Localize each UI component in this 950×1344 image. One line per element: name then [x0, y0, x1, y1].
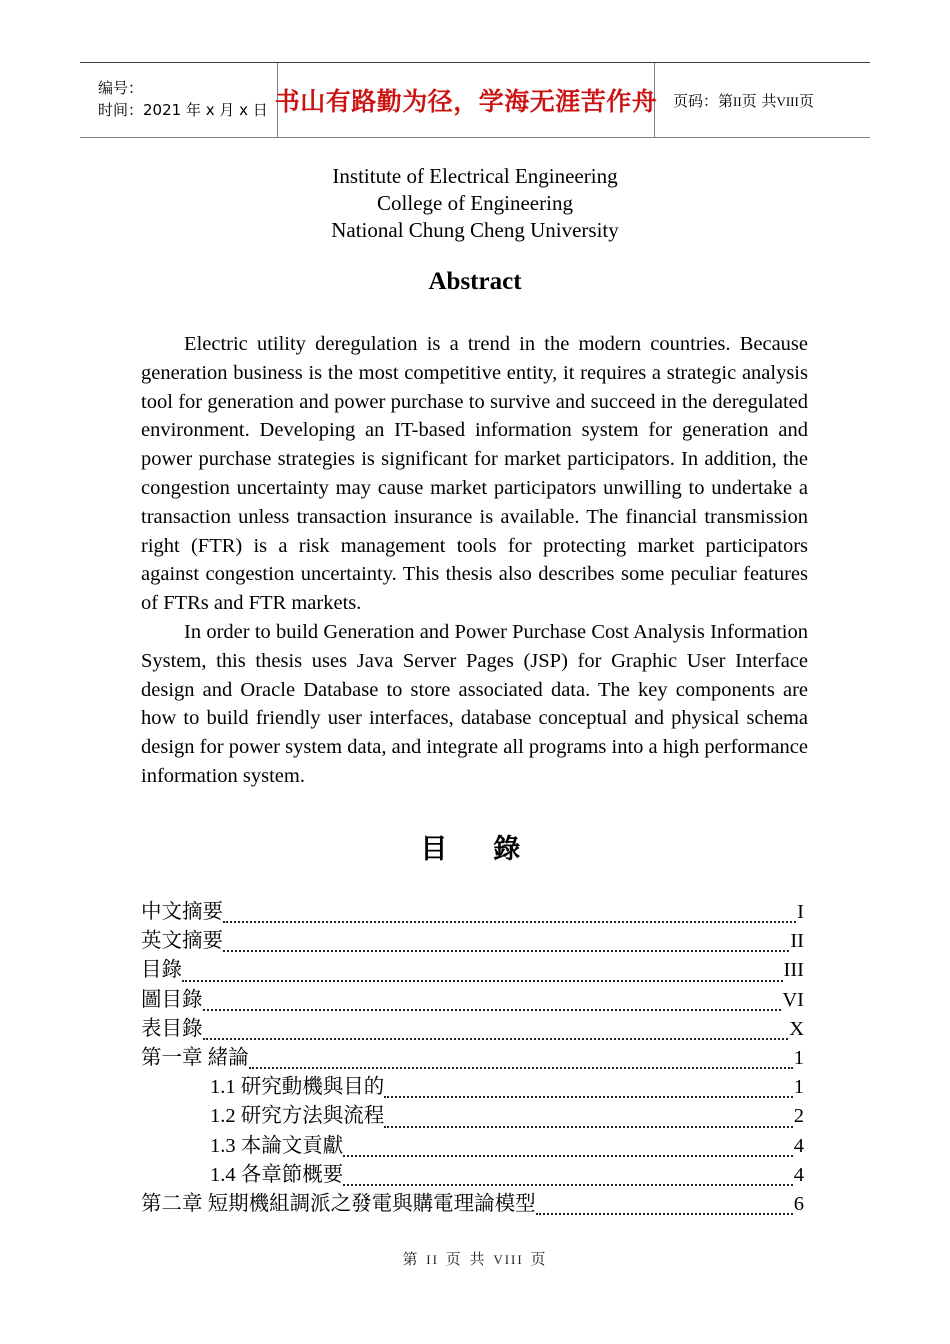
page-code-text [673, 90, 870, 111]
institution-block [0, 163, 950, 244]
toc-entry-page: III [783, 959, 804, 982]
footer-prefix: 第 [402, 1250, 420, 1268]
footer-middle: 页 共 [445, 1250, 487, 1268]
toc-entry-page: X [789, 1017, 804, 1040]
toc-entry-label: 1.1 研究動機與目的 [210, 1076, 385, 1099]
toc-entry[interactable] [141, 1015, 804, 1044]
toc-entry[interactable] [141, 1102, 804, 1131]
abstract-body [141, 330, 808, 791]
page-code-current: II [733, 93, 742, 109]
toc-entry[interactable] [141, 927, 804, 956]
toc-entry[interactable] [141, 1132, 804, 1161]
toc-entry-page: II [790, 930, 804, 953]
toc-entry-label: 1.3 本論文貢獻 [210, 1134, 344, 1157]
institution-line-university: National Chung Cheng University [331, 218, 619, 242]
toc-entry-page: 2 [793, 1105, 804, 1128]
page-code-prefix: 页码：第 [673, 91, 734, 110]
toc-leader-dots [249, 1067, 793, 1069]
toc-entry-page: 6 [793, 1193, 804, 1216]
toc-entry-label: 圖目錄 [141, 988, 203, 1011]
toc-entry-page: VI [782, 988, 804, 1011]
toc-leader-dots [223, 950, 789, 952]
toc-entry[interactable] [141, 898, 804, 927]
footer-suffix: 页 [530, 1250, 548, 1268]
toc-list [141, 898, 804, 1219]
toc-entry-page: I [797, 901, 804, 923]
toc-entry[interactable] [141, 1044, 804, 1073]
toc-leader-dots [182, 980, 783, 982]
toc-entry[interactable] [141, 1073, 804, 1102]
toc-heading: 目 錄 [420, 834, 530, 864]
toc-entry-label: 表目錄 [141, 1017, 203, 1040]
toc-leader-dots [536, 1213, 793, 1215]
toc-entry-label: 1.2 研究方法與流程 [210, 1105, 385, 1128]
toc-entry[interactable] [141, 956, 804, 985]
page-code-suffix: 页 [798, 91, 814, 110]
institution-line-institute: Institute of Electrical Engineering [332, 164, 618, 188]
header-stamp-table [80, 62, 870, 138]
toc-entry-label: 第二章 短期機組調派之發電與購電理論模型 [141, 1193, 536, 1216]
abstract-heading: Abstract [428, 268, 522, 295]
toc-entry[interactable] [141, 1161, 804, 1190]
header-cell-slogan [274, 63, 658, 137]
toc-leader-dots [384, 1126, 793, 1128]
toc-entry-page: 1 [793, 1047, 804, 1070]
toc-leader-dots [203, 1038, 789, 1040]
toc-leader-dots [343, 1155, 793, 1157]
toc-entry-page: 4 [793, 1163, 804, 1186]
page-code-total: VIII [776, 93, 799, 109]
toc-entry-label: 目錄 [141, 959, 182, 982]
toc-entry[interactable] [141, 1190, 804, 1219]
toc-entry-page: 4 [793, 1134, 804, 1157]
abstract-paragraph-1: Electric utility deregulation is a trend in the modern countries. Because generation business is the most competitive entity, it requires a strategic analysis tool for generation and power purchase to survive and succeed in the deregulated environment. Developing an IT-based information system for generation and power purchase strategies is significant for market participators. In addition, the congestion uncertainty may cause market participators unwilling to undertake a transaction unless transaction insurance is available. The financial transmission right (FTR) is a risk management tools for protecting market participators against congestion uncertainty. This thesis also describes some peculiar features of FTRs and FTR markets. [141, 333, 808, 615]
header-cell-pagecode [655, 63, 870, 137]
toc-entry-label: 英文摘要 [141, 930, 223, 953]
toc-entry[interactable] [141, 986, 804, 1015]
header-serial-label: 编号： [98, 79, 144, 98]
toc-leader-dots [384, 1096, 793, 1098]
toc-entry-label: 1.4 各章節概要 [210, 1163, 344, 1186]
toc-leader-dots [223, 921, 796, 923]
footer-current-page: II [426, 1252, 439, 1267]
toc-leader-dots [343, 1184, 793, 1186]
abstract-paragraph-2: In order to build Generation and Power Purchase Cost Analysis Information System, this thesis uses Java Server Pages (JSP) for Graphic User Interface design and Oracle Database to store associated data. The key components are how to build friendly user interfaces, database conceptual and physical schema design for power system data, and integrate all programs into a high performance information system. [141, 620, 808, 787]
toc-entry-label: 第一章 緒論 [141, 1047, 249, 1070]
toc-leader-dots [203, 1009, 782, 1011]
page-footer [0, 1248, 950, 1269]
toc-entry-label: 中文摘要 [141, 901, 223, 923]
slogan-text: 书山有路勤为径，学海无涯苦作舟 [274, 87, 658, 116]
header-date-label: 时间：2021 年 x 月 x 日 [98, 101, 268, 119]
institution-line-college: College of Engineering [377, 191, 573, 215]
page-code-middle: 页 共 [741, 91, 777, 110]
footer-total-pages: VIII [493, 1252, 524, 1267]
toc-entry-page: 1 [793, 1076, 804, 1099]
header-cell-identifier [80, 63, 278, 137]
